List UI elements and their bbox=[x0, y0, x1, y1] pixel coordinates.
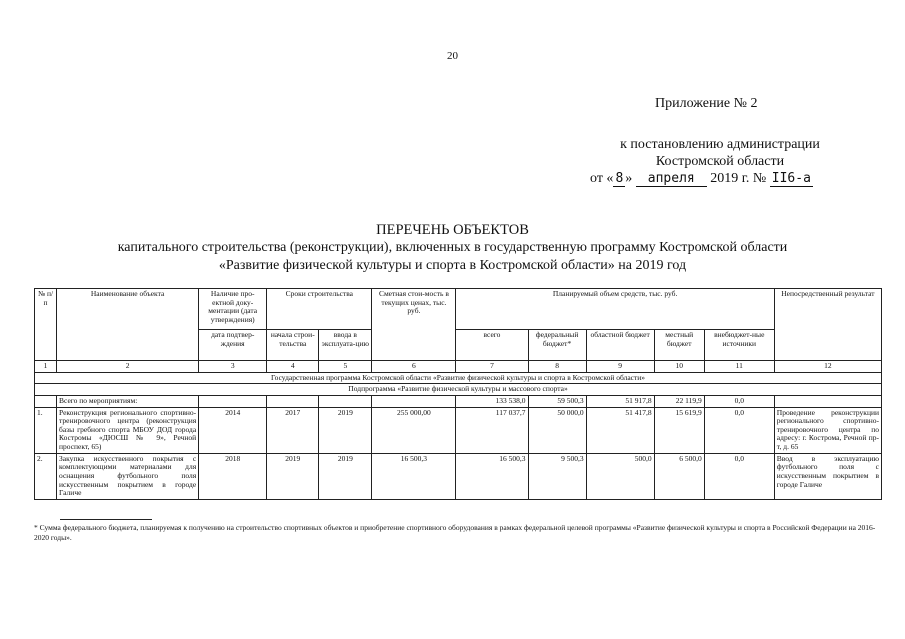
row-local: 15 619,9 bbox=[654, 407, 704, 453]
header-planned: Планируемый объем средств, тыс. руб. bbox=[456, 289, 774, 330]
col-number: 10 bbox=[654, 361, 704, 373]
column-number-row bbox=[35, 361, 882, 373]
row-regional: 51 417,8 bbox=[586, 407, 654, 453]
row-estimate: 255 000,00 bbox=[372, 407, 456, 453]
program-row bbox=[35, 372, 882, 384]
date-number: II6-а bbox=[771, 171, 811, 186]
subprogram-row bbox=[35, 384, 882, 396]
appendix-line-1: к постановлению администрации bbox=[620, 137, 820, 152]
col-number: 2 bbox=[57, 361, 199, 373]
header-row-1 bbox=[35, 289, 882, 330]
row-federal: 9 500,3 bbox=[528, 453, 586, 499]
row-estimate: 16 500,3 bbox=[372, 453, 456, 499]
row-federal: 50 000,0 bbox=[528, 407, 586, 453]
col-number: 9 bbox=[586, 361, 654, 373]
col-number: 11 bbox=[704, 361, 774, 373]
header-regional: областной бюджет bbox=[586, 330, 654, 361]
objects-table bbox=[34, 288, 882, 500]
footnote-separator bbox=[60, 519, 152, 520]
document-title: ПЕРЕЧЕНЬ ОБЪЕКТОВ bbox=[376, 222, 529, 238]
row-extra: 0,0 bbox=[704, 407, 774, 453]
row-end: 2019 bbox=[319, 453, 372, 499]
row-result: Проведение реконструкции регионального спортивно-тренировочного центра по адресу: г. Кострома, Речной пр-т, д. 65 bbox=[774, 407, 881, 453]
header-local: местный бюджет bbox=[654, 330, 704, 361]
col-number: 4 bbox=[267, 361, 319, 373]
document-subtitle-2: «Развитие физической культуры и спорта в Костромской области» на 2019 год bbox=[218, 258, 687, 273]
total-regional: 51 917,8 bbox=[586, 395, 654, 407]
header-num: № п/п bbox=[35, 289, 57, 361]
col-number: 7 bbox=[456, 361, 528, 373]
row-total: 117 037,7 bbox=[456, 407, 528, 453]
row-extra: 0,0 bbox=[704, 453, 774, 499]
header-extra: внебюджет-ные источники bbox=[704, 330, 774, 361]
header-docs-sub: дата подтвер-ждения bbox=[199, 330, 267, 361]
table-row bbox=[35, 453, 882, 499]
header-federal: федеральный бюджет* bbox=[528, 330, 586, 361]
total-row bbox=[35, 395, 882, 407]
row-start: 2019 bbox=[267, 453, 319, 499]
header-name: Наименование объекта bbox=[57, 289, 199, 361]
col-number: 8 bbox=[528, 361, 586, 373]
row-name: Закупка искусственного покрытия с комплектующими материалами для оснащения футбольного поля искусственным покрытием в городе Галиче bbox=[57, 453, 199, 499]
header-total: всего bbox=[456, 330, 528, 361]
page-number: 20 bbox=[447, 50, 458, 62]
row-num: 2. bbox=[35, 453, 57, 499]
date-year: 2019 г. № bbox=[710, 171, 767, 186]
row-name: Реконструкция регионального спортивно-тренировочного центра (реконструкция базы гребного спорта МБОУ ДОД города Костромы «ДЮСШ № 9», Речной проспект, 65) bbox=[57, 407, 199, 453]
col-number: 6 bbox=[372, 361, 456, 373]
footnote: * Сумма федерального бюджета, планируемая к получению на строительство спортивных объектов и приобретение спортивного оборудования в рамках федеральной целевой программы «Развитие физической культуры и спорта в Российской Федерации на 2016-2020 годы». bbox=[34, 523, 876, 543]
row-docs: 2018 bbox=[199, 453, 267, 499]
row-docs: 2014 bbox=[199, 407, 267, 453]
total-extra: 0,0 bbox=[704, 395, 774, 407]
table-row bbox=[35, 407, 882, 453]
row-end: 2019 bbox=[319, 407, 372, 453]
row-start: 2017 bbox=[267, 407, 319, 453]
date-prefix: от « bbox=[590, 171, 614, 186]
document-subtitle-1: капитального строительства (реконструкции), включенных в государственную программу Костромской области bbox=[117, 240, 788, 255]
row-total: 16 500,3 bbox=[456, 453, 528, 499]
subprogram-name: Подпрограмма «Развитие физической культуры и массового спорта» bbox=[35, 384, 882, 396]
program-name: Государственная программа Костромской области «Развитие физической культуры и спорта в Костромской области» bbox=[35, 372, 882, 384]
date-mid: » bbox=[625, 171, 633, 186]
header-result: Непосредственный результат bbox=[774, 289, 881, 361]
col-number: 3 bbox=[199, 361, 267, 373]
col-number: 1 bbox=[35, 361, 57, 373]
header-terms-start: начала строи-тельства bbox=[267, 330, 319, 361]
col-number: 12 bbox=[774, 361, 881, 373]
date-day: 8 bbox=[615, 171, 624, 186]
appendix-line-2: Костромской области bbox=[655, 154, 785, 169]
header-docs: Наличие про-ектной доку-ментации (дата утверждения) bbox=[199, 289, 267, 330]
header-estimate: Сметная стои-мость в текущих ценах, тыс. руб. bbox=[372, 289, 456, 361]
header-terms-end: ввода в эксплуата-цию bbox=[319, 330, 372, 361]
row-local: 6 500,0 bbox=[654, 453, 704, 499]
appendix-date-line bbox=[590, 171, 860, 187]
total-federal: 59 500,3 bbox=[528, 395, 586, 407]
appendix-title: Приложение № 2 bbox=[655, 96, 758, 111]
total-label: Всего по мероприятиям: bbox=[57, 395, 199, 407]
total-local: 22 119,9 bbox=[654, 395, 704, 407]
row-result: Ввод в эксплуатацию футбольного поля с искусственным покрытием в городе Галиче bbox=[774, 453, 881, 499]
header-terms: Сроки строительства bbox=[267, 289, 372, 330]
row-regional: 500,0 bbox=[586, 453, 654, 499]
total-sum: 133 538,0 bbox=[456, 395, 528, 407]
row-num: 1. bbox=[35, 407, 57, 453]
col-number: 5 bbox=[319, 361, 372, 373]
date-month: апреля bbox=[636, 171, 707, 187]
